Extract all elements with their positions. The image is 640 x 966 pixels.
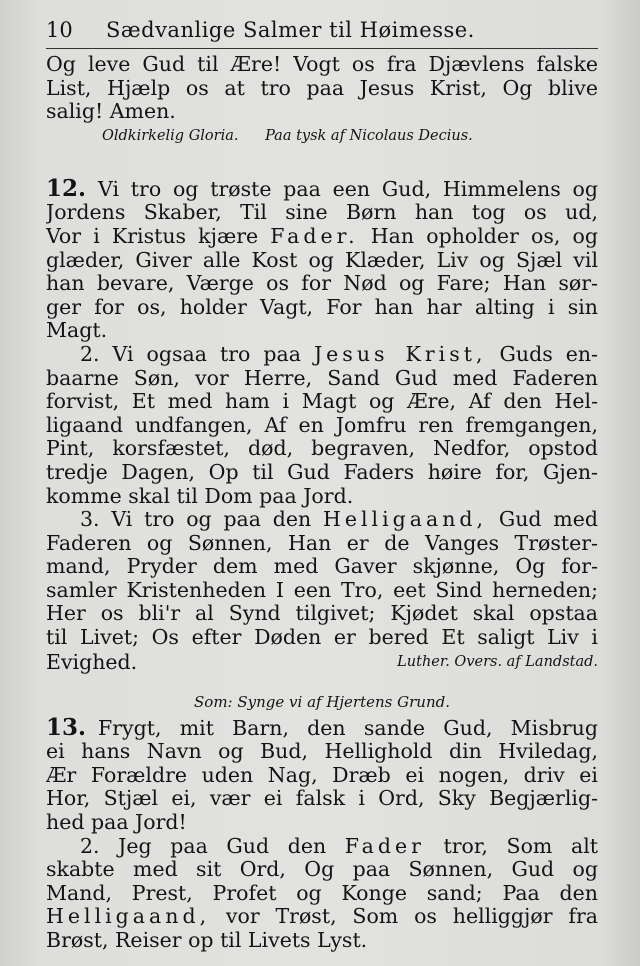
- attribution-source: Oldkirkelig Gloria.: [102, 127, 239, 144]
- hymn-13-verse-2: [46, 835, 598, 953]
- hymn-13: [46, 716, 598, 953]
- text-line: Og leve Gud til Ære! Vogt os fra Djævlens falske: [46, 53, 598, 76]
- text-line: skabte med sit Ord, Og paa Sønnen, Gud og: [46, 858, 598, 882]
- text-line: samler Kristenheden I een Tro, eet Sind herneden;: [46, 578, 598, 602]
- text-line: Pint, korsfæstet, død, begraven, Nedfor, opstod: [46, 437, 598, 461]
- text-segment: 2. Vi ogsaa tro paa: [80, 342, 314, 366]
- text-segment: tror, Som alt: [424, 834, 598, 858]
- hymn-12-verse-2: [46, 343, 598, 508]
- text-segment: Guds en-: [486, 342, 598, 366]
- text-line: ligaand undfangen, Af en Jomfru ren fremgangen,: [46, 413, 598, 437]
- text-line: mand, Pryder dem med Gaver skjønne, Og for-: [46, 555, 598, 579]
- spaced-emphasis: Helligaand,: [322, 508, 488, 532]
- text-line: Mand, Prest, Profet og Konge sand; Paa den: [46, 881, 598, 905]
- text-line: ei hans Navn og Bud, Hellighold din Hviledag,: [46, 740, 598, 764]
- hymn-13-verse-1: [46, 716, 598, 835]
- text-segment: 3. Vi tro og paa den: [80, 508, 323, 532]
- final-line-with-attribution: [46, 650, 598, 674]
- spaced-emphasis: Fader.: [270, 224, 359, 248]
- text-line: ger for os, holder Vagt, For han har alting i sin: [46, 295, 598, 319]
- text-line: Ær Forældre uden Nag, Dræb ei nogen, driv ei: [46, 763, 598, 787]
- page-number: 10: [46, 18, 73, 42]
- text-line: tredje Dagen, Op til Gud Faders høire for, Gjen-: [46, 460, 598, 484]
- text-segment: Gud med: [487, 508, 598, 532]
- hymn-number: 12.: [46, 176, 87, 202]
- text-line: Magt.: [46, 319, 108, 343]
- text-line: til Livet; Os efter Døden er bered Et saligt Liv i: [46, 626, 598, 650]
- text-line: Brøst, Reiser op til Livets Lyst.: [46, 929, 368, 952]
- text-line: glæder, Giver alle Kost og Klæder, Liv og Sjæl vil: [46, 248, 598, 272]
- spaced-emphasis: Jesus Krist,: [313, 342, 487, 366]
- text-line: komme skal til Dom paa Jord.: [46, 484, 354, 508]
- melody-indication: Som: Synge vi af Hjertens Grund.: [194, 692, 450, 711]
- hymn-12-verse-3: [46, 508, 598, 674]
- text-line: hed paa Jord!: [46, 811, 187, 835]
- page-header: [46, 16, 598, 49]
- hymn-attribution: Luther. Overs. af Landstad.: [397, 653, 598, 670]
- text-segment: vor Trøst, Som os helliggjør fra: [210, 905, 598, 929]
- spaced-emphasis: Fader: [344, 834, 425, 858]
- attribution-translator: Paa tysk af Nicolaus Decius.: [265, 127, 473, 144]
- hymn-number: 13.: [46, 715, 87, 741]
- text-line: Jordens Skaber, Til sine Børn han tog os ud,: [46, 201, 598, 225]
- hymn-12: [46, 177, 598, 674]
- text-line: han bevare, Værge os for Nød og Fare; Han sør-: [46, 272, 598, 296]
- hymn-12-verse-1: [46, 177, 598, 343]
- hymn-attribution: [46, 124, 598, 148]
- text-line: List, Hjælp os at tro paa Jesus Krist, Og blive: [46, 76, 598, 100]
- text-segment: Vi tro og trøste paa een Gud, Himmelens og: [98, 176, 598, 201]
- text-segment: Han opholder os, og: [358, 224, 598, 248]
- text-line: Faderen og Sønnen, Han er de Vanges Trøster-: [46, 531, 598, 555]
- text-line: Her os bli'r al Synd tilgivet; Kjødet skal opstaa: [46, 602, 598, 626]
- text-line: forvist, Et med ham i Magt og Ære, Af den Hel-: [46, 390, 598, 414]
- text-segment: Frygt, mit Barn, den sande Gud, Misbrug: [98, 715, 598, 740]
- text-line: Hor, Stjæl ei, vær ei falsk i Ord, Sky Begjærlig-: [46, 787, 598, 811]
- text-segment: Vor i Kristus kjære: [46, 224, 271, 248]
- running-title: Sædvanlige Salmer til Høimesse.: [106, 18, 475, 42]
- text-line: salig! Amen.: [46, 100, 176, 124]
- spaced-emphasis: Helligaand,: [46, 905, 211, 929]
- text-segment: Evighed.: [46, 649, 138, 674]
- text-line: baarne Søn, vor Herre, Sand Gud med Faderen: [46, 366, 598, 390]
- previous-hymn-ending: [46, 53, 598, 148]
- text-segment: 2. Jeg paa Gud den: [80, 834, 345, 858]
